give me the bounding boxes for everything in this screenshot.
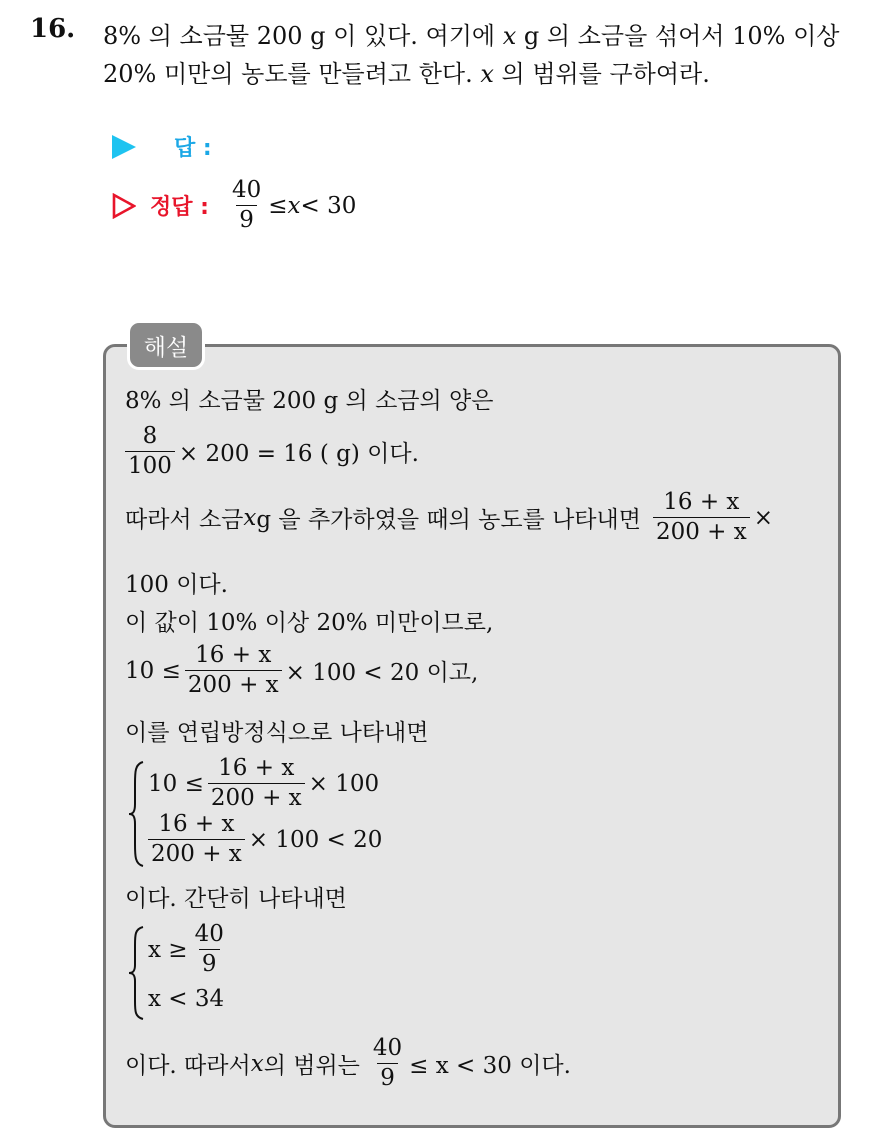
variable-x: x [287, 192, 301, 219]
correct-answer-value [225, 178, 356, 234]
fraction [192, 922, 227, 978]
numerator: 16 + x [158, 811, 235, 837]
solution-text: x ≥ [148, 936, 188, 963]
numerator: 40 [372, 1035, 403, 1061]
inequality: ≤ [268, 192, 288, 219]
system-2-row-2: x < 34 [148, 986, 225, 1012]
fraction [148, 812, 245, 868]
numerator: 40 [194, 921, 224, 947]
solution-text: × 200 = 16 ( g) 이다. [178, 441, 419, 468]
solution-text: × 100 [308, 770, 380, 797]
denominator: 9 [236, 205, 257, 233]
play-triangle-icon [112, 135, 136, 159]
question-text: 20% 미만의 농도를 만들려고 한다. [103, 60, 481, 88]
solution-line-3 [125, 490, 773, 546]
denominator: 200 + x [208, 783, 305, 811]
solution-line-7: 이를 연립방정식으로 나타내면 [125, 720, 429, 746]
solution-line-9 [125, 1036, 571, 1092]
system-2-row-1 [148, 922, 231, 978]
fraction [185, 643, 282, 699]
question-line-1 [103, 16, 839, 51]
question-text: 8% 의 소금물 200 g 이 있다. 여기에 [103, 22, 503, 50]
denominator: 100 [125, 451, 175, 479]
solution-text: 이다. 따라서 [125, 1053, 251, 1080]
correct-answer-label: 정답 : [150, 195, 209, 221]
fraction [229, 178, 264, 234]
solution-text: × 100 < 20 [248, 826, 383, 853]
solution-line-8: 이다. 간단히 나타내면 [125, 886, 347, 912]
times-sign: × [753, 504, 773, 531]
variable-x: x [243, 504, 257, 531]
correct-answer-row [112, 178, 356, 234]
solution-text: 10 ≤ [148, 770, 204, 797]
solution-tab: 해설 [127, 320, 205, 370]
solution-line-1: 8% 의 소금물 200 g 의 소금의 양은 [125, 388, 494, 414]
denominator: 200 + x [148, 839, 245, 867]
question-text: g 의 소금을 섞어서 10% 이상 [516, 22, 840, 50]
denominator: 9 [377, 1063, 398, 1091]
question-line-2 [103, 54, 710, 89]
fraction [370, 1036, 405, 1092]
system-1-row-2 [148, 812, 382, 868]
solution-text: g 을 추가하였을 때의 농도를 나타내면 [256, 507, 641, 534]
variable-x: x [250, 1050, 264, 1077]
numerator: 40 [231, 177, 262, 203]
denominator: 200 + x [185, 670, 282, 698]
solution-text: × 100 < 20 이고, [285, 660, 479, 687]
solution-line-2 [125, 424, 419, 480]
numerator: 8 [142, 423, 158, 449]
variable-x: x [480, 60, 494, 88]
question-text: 의 범위를 구하여라. [493, 60, 710, 88]
fraction [125, 424, 175, 480]
numerator: 16 + x [218, 755, 295, 781]
inequality: < 30 [300, 192, 357, 219]
outline-triangle-icon [112, 193, 136, 219]
variable-x: x [502, 22, 517, 50]
left-brace [127, 760, 145, 868]
solution-text: 의 범위는 [263, 1053, 360, 1080]
fraction [208, 756, 305, 812]
solution-line-4: 100 이다. [125, 572, 228, 598]
solution-text: 10 ≤ [125, 657, 181, 684]
denominator: 9 [199, 949, 220, 977]
numerator: 16 + x [195, 642, 272, 668]
answer-label: 답 : [174, 136, 212, 161]
fraction [653, 490, 750, 546]
solution-line-6 [125, 643, 478, 699]
solution-line-5: 이 값이 10% 이상 20% 미만이므로, [125, 610, 494, 636]
solution-text: ≤ x < 30 이다. [409, 1053, 571, 1080]
solution-text: 따라서 소금 [125, 507, 244, 534]
system-1-row-1 [148, 756, 379, 812]
left-brace [127, 925, 145, 1021]
answer-row [112, 131, 212, 162]
question-number: 16. [30, 14, 76, 44]
denominator: 200 + x [653, 517, 750, 545]
numerator: 16 + x [663, 489, 740, 515]
